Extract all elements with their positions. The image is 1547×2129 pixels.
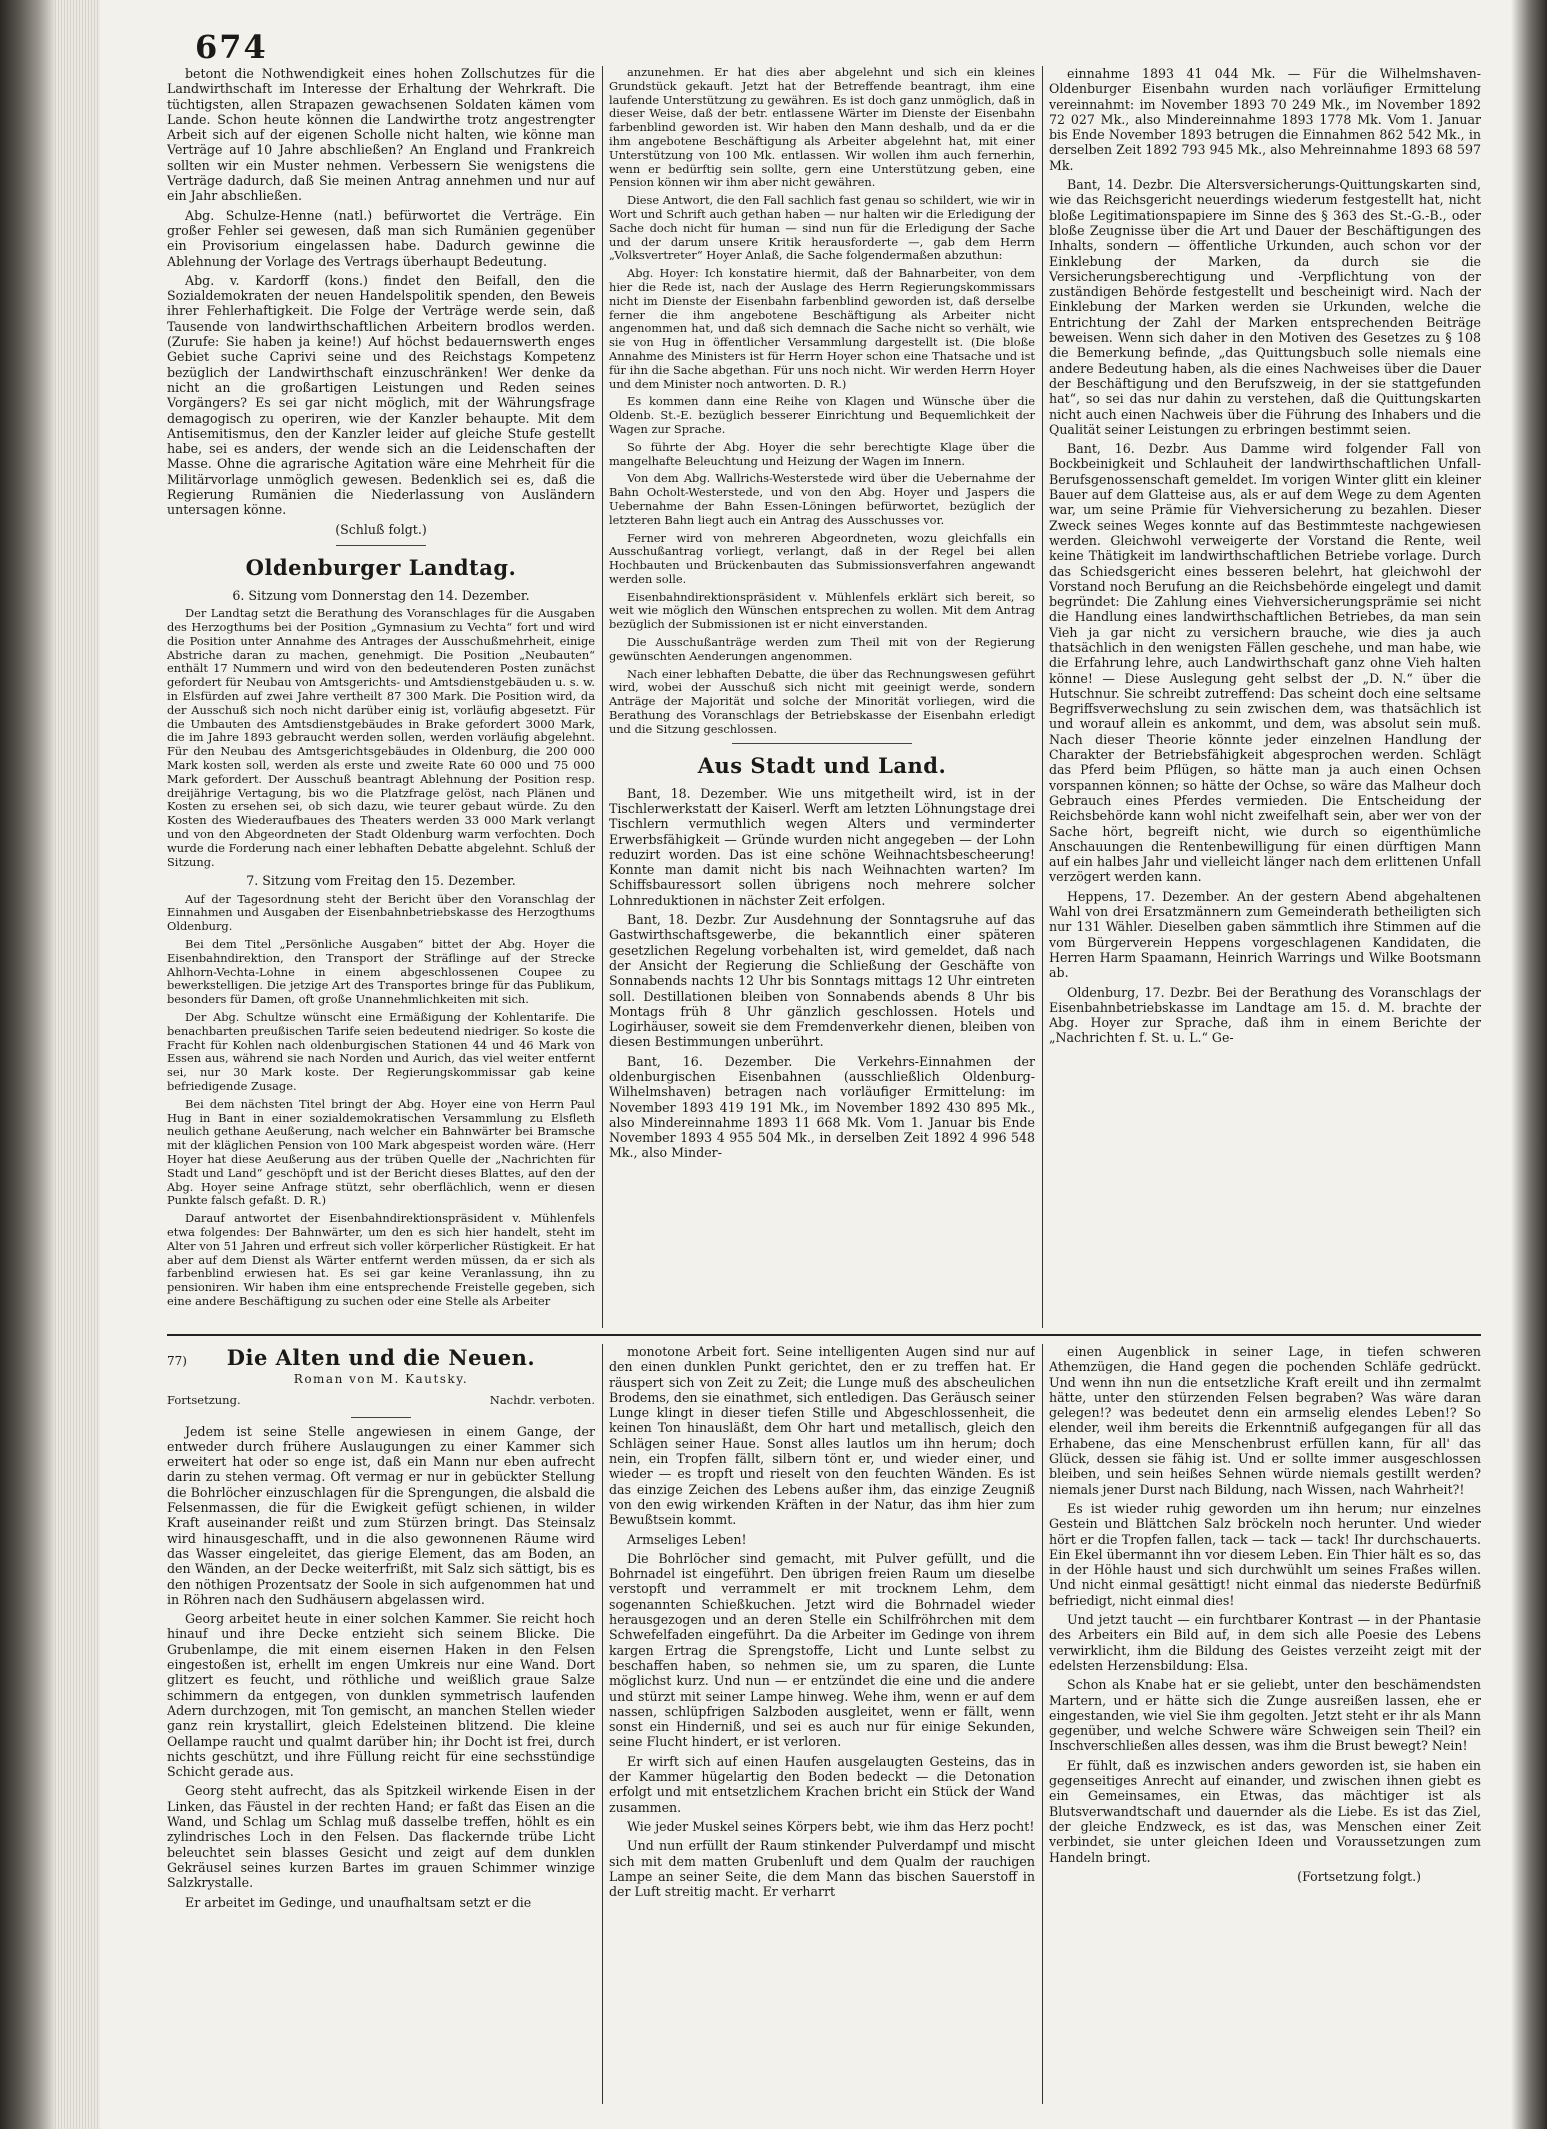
article-paragraph: Ferner wird von mehreren Abgeordneten, wozu gleichfalls ein Ausschußantrag vorliegt, verlangt, daß in der Regel bei allen Hochbauten und Brückenbauten das Submissionsverfahren angewandt werden solle. bbox=[609, 530, 1035, 586]
serial-number: 77) bbox=[167, 1354, 187, 1368]
novel-paragraph: Die Bohrlöcher sind gemacht, mit Pulver gefüllt, und die Bohrnadel ist eingeführt. Den übrigen freien Raum um dieselbe verstopft und verrammelt er mit trocknem Lehm, dem sogenannten Schießkuchen. Jetzt wird die Bohrnadel wieder herausgezogen und an deren Stelle ein Schilfröhrchen mit dem Schwefelfaden eingeführt. Da die Arbeiter im Gedinge von ihrem kargen Ertrag die Sprengstoffe, Licht und Lunte selbst zu beschaffen haben, so nehmen sie, um zu sparen, die Lunte möglichst kurz. Und nun — er entzündet die eine und die andere und stürzt mit seiner Lampe hinweg. Wehe ihm, wenn er auf dem nassen, schlüpfrigen Salzboden ausgleitet, wenn er fällt, wenn sonst ein Hinderniß, und sei es auch nur für einige Sekunden, seine Flucht hindert, er ist verloren. bbox=[609, 1550, 1035, 1750]
article-paragraph: Bant, 18. Dezember. Wie uns mitgetheilt wird, ist in der Tischlerwerkstatt der Kaiserl. Werft am letzten Löhnungstage drei Tischlern vermuthlich wegen Alters und verminderter Erwerbsfähigkeit — Gründe wurden nicht angegeben — der Lohn reduzirt worden. Das ist eine schöne Weihnachtsbescheerung! Konnte man damit nicht bis nach Weihnachten warten? Im Schiffsbauressort sollen übrigens noch mehrere solcher Lohnreduktionen in nächster Zeit erfolgen. bbox=[609, 785, 1035, 908]
column-rule bbox=[602, 1344, 603, 2104]
article-paragraph: Bei dem Titel „Persönliche Ausgaben“ bittet der Abg. Hoyer die Eisenbahndirektion, den Transport der Sträflinge auf der Strecke Ahlhorn-Vechta-Lohne in einem abgeschlossenen Coupee zu bewerkstelligen. Die jetzige Art des Transportes bringe für das Publikum, besonders für Damen, oft große Unannehmlichkeiten mit sich. bbox=[167, 937, 595, 1007]
novel-text-3 bbox=[1049, 1344, 1481, 1865]
article-paragraph: Bant, 14. Dezbr. Die Altersversicherungs-Quittungskarten sind, wie das Reichsgericht neuerdings wiederum festgestellt hat, nicht bloße Legitimationspapiere im Sinne des § 363 des St.-G.-B., oder bloße Zeugnisse über die Art und Dauer der Beschäftigungen des Inhalts, sondern — öffentliche Urkunden, auch schon vor der Einklebung der Marken, da durch sie die Versicherungsberechtigung und -Verpflichtung von der zuständigen Behörde festgestellt und bescheinigt wird. Nach der Einklebung der Marken werden sie Urkunden, welche die Entrichtung der Zahl der Marken entsprechenden Beiträge beweisen. Wenn sich daher in den Motiven des Gesetzes zu § 108 die Bemerkung befinde, „das Quittungsbuch solle niemals eine andere Bedeutung haben, als die eines Nachweises über die Dauer der Beschäftigung und den Berufszweig, in der sie stattgefunden hat“, so sei das nur dahin zu verstehen, daß die Quittungskarten nicht auch einen Nachweis über die Führung des Inhabers und die Qualität seiner Leistungen zu erbringen bestimmt seien. bbox=[1049, 177, 1481, 437]
article-paragraph: Oldenburg, 17. Dezbr. Bei der Berathung des Voranschlags der Eisenbahnbetriebskasse im Landtage am 15. d. M. brachte der Abg. Hoyer zur Sprache, daß ihm in einem Berichte der „Nachrichten f. St. u. L.“ Ge- bbox=[1049, 984, 1481, 1046]
novel-paragraph: Er fühlt, daß es inzwischen anders geworden ist, sie haben ein gegenseitiges Anrecht auf einander, und zwischen ihnen giebt es ein Gemeinsames, ein Etwas, das mächtiger ist als Blutsverwandtschaft und dauernder als die Liebe. Es ist das Ziel, der gleiche Endzweck, es ist das, was Menschen einer Zeit verbindet, sie unter gleichen Ideen und Voraussetzungen zum Handeln bringt. bbox=[1049, 1757, 1481, 1865]
novel-paragraph: Und nun erfüllt der Raum stinkender Pulverdampf und mischt sich mit dem matten Grubenluft und dem Qualm der rauchigen Lampe an seiner Seite, die dem Mann das bischen Sauerstoff in der Luft streitig macht. Er verharrt bbox=[609, 1838, 1035, 1900]
bottom-column-2 bbox=[609, 1344, 1035, 2104]
article-paragraph: Bei dem nächsten Titel bringt der Abg. Hoyer eine von Herrn Paul Hug in Bant in einer sozialdemokratischen Versammlung zu Elsfleth neulich gethane Aeußerung, nach welcher ein Bahnwärter bei Bramsche mit der kläglichen Pension von 100 Mark abgespeist worden wäre. (Herr Hoyer hat diese Aeußerung aus der trüben Quelle der „Nachrichten für Stadt und Land“ geschöpft und ist der Bericht dieses Blattes, auf den der Abg. Hoyer seine Anfrage stützt, sehr oberflächlich, wenn er diesen Punkte falsch gefaßt. D. R.) bbox=[167, 1096, 595, 1208]
column-rule bbox=[1042, 66, 1043, 1328]
article-paragraph: Bant, 18. Dezbr. Zur Ausdehnung der Sonntagsruhe auf das Gastwirthschaftsgewerbe, die bekanntlich einer späteren gesetzlichen Regelung vorbehalten ist, wird gemeldet, daß nach der Ansicht der Regierung die Schließung der Geschäfte von Sonnabends nachts 12 Uhr bis Sonntags mittags 12 Uhr eintreten soll. Destillationen bleiben von Sonnabends abends 8 Uhr bis Montags früh 8 Uhr gänzlich geschlossen. Hotels und Logirhäuser, soweit sie dem Fremdenverkehr dienen, bleiben von diesen Bestimmungen unberührt. bbox=[609, 912, 1035, 1050]
continuation-label: Fortsetzung. bbox=[167, 1393, 241, 1408]
novel-text-1 bbox=[167, 1424, 595, 1910]
novel-paragraph: Jedem ist seine Stelle angewiesen in einem Gange, der entweder durch frühere Auslaugungen zu einer Kammer sich erweitert hat oder so enge ist, daß ein Mann nur eben aufrecht darin zu stehen vermag. Oft vermag er nur in gebückter Stellung die Bohrlöcher einzuschlagen für die Sprengungen, die alsbald die Felsenmassen, die für die Ewigkeit gefügt schienen, in wilder Kraft auseinander reißt und zum Stürzen bringt. Das Steinsalz wird hinausgeschafft, und in die also gewonnenen Räume wird das Wasser eingeleitet, das gierige Element, das am Boden, an den Wänden, an der Decke weiterfrißt, mit Salz sich sättigt, bis es den nöthigen Prozentsatz der Soole in sich aufgenommen hat und in Röhren nach den Sudhäusern abgelassen wird. bbox=[167, 1423, 595, 1607]
novel-text-2 bbox=[609, 1344, 1035, 1899]
article-paragraph: Auf der Tagesordnung steht der Bericht über den Voranschlag der Einnahmen und Ausgaben der Eisenbahnbetriebskasse des Herzogthums Oldenburg. bbox=[167, 891, 595, 934]
book-binding-edge bbox=[0, 0, 55, 2129]
article-paragraph: anzunehmen. Er hat dies aber abgelehnt und sich ein kleines Grundstück gekauft. Jetzt hat der Betreffende beantragt, ihm eine laufende Unterstützung zu gewähren. Es ist doch ganz unmöglich, daß in dieser Weise, daß der betr. entlassene Wärter im Dienste der Eisenbahn farbenblind geworden ist. Wir haben den Mann deshalb, und da er die ihm angebotene Beschäftigung als Arbeiter abgelehnt hat, mit einer Unterstützung von 100 Mk. entlassen. Wir wollen ihm auch fernerhin, wenn er bedürftig sein sollte, gern eine Unterstützung geben, eine Pension können wir ihm aber nicht gewähren. bbox=[609, 66, 1035, 190]
closing-note: (Schluß folgt.) bbox=[335, 521, 427, 537]
novel-paragraph: Georg steht aufrecht, das als Spitzkeil wirkende Eisen in der Linken, das Fäustel in der rechten Hand; er faßt das Eisen an die Wand, und Schlag um Schlag muß dasselbe treffen, höhlt es ein zylindrisches Loch in den Felsen. Das flackernde trübe Licht beleuchtet sein blasses Gesicht und zeigt auf dem dunklen Gekräusel seines kurzen Bartes im grauen Schimmer winzige Salzkrystalle. bbox=[167, 1783, 595, 1891]
page-stack-lines bbox=[55, 0, 100, 2129]
section-heading: Aus Stadt und Land. bbox=[697, 752, 947, 778]
landtag-report bbox=[167, 607, 595, 869]
novel-author: Roman von M. Kautsky. bbox=[293, 1372, 469, 1386]
novel-paragraph: Es ist wieder ruhig geworden um ihn herum; nur einzelnes Gestein und Blättchen Salz bröckeln noch herunter. Und wieder hört er die Tropfen fallen, tack — tack — tack! Ihr durchschauerts. Ein Ekel übermannt ihn vor diesem Leben. Ein Thier hält es so, das in der Höhle haust und sich durchwühlt um seines Fraßes willen. Und nicht einmal gesättigt! nicht einmal das niederste Bedürfniß befriedigt, nicht einmal dies! bbox=[1049, 1500, 1481, 1608]
novel-paragraph: Schon als Knabe hat er sie geliebt, unter den beschämendsten Martern, und er hätte sich die Zunge ausreißen lassen, ehe er eingestanden, wie viel Sie ihm gegolten. Jetzt steht er ihr als Mann gegenüber, und welche Schwere wäre Schweigen sein Theil? ein Inschverschließen alles dessen, was ihm die Brust bewegt? Nein! bbox=[1049, 1677, 1481, 1754]
novel-paragraph: Georg arbeitet heute in einer solchen Kammer. Sie reicht hoch hinauf und ihre Decke entzieht sich seinem Blicke. Die Grubenlampe, die mit einem eisernen Haken in den Felsen eingestoßen ist, erhellt im engen Umkreis nur eine Wand. Dort glitzert es feucht, und röthliche und weißlich graue Salze schimmern da entgegen, von dunklen symmetrisch laufenden Adern durchzogen, mit Ton gemischt, an manchen Stellen wieder ganz rein krystallirt, gleich Edelsteinen blitzend. Die kleine Oellampe raucht und qualmt darüber hin; ihr Docht ist frei, durch nichts geschützt, und ihre Füllung reicht für eine sechsstündige Schicht gerade aus. bbox=[167, 1611, 595, 1780]
landtag-report-2 bbox=[167, 893, 595, 1309]
article-paragraph: Abg. v. Kardorff (kons.) findet den Beifall, den die Sozialdemokraten der neuen Handelspolitik spenden, den Beweis ihrer Fehlerhaftigkeit. Die Folge der Verträge werde sein, daß Tausende von landwirthschaftlichen Arbeitern brodlos werden. (Zurufe: Sie haben ja keine!) Auf höchst bedauernswerth enges Gebiet suche Caprivi seine und des Reichstags Kompetenz bezüglich der Landwirthschaft einzuschränken! Wer denke da nicht an die großartigen Leistungen und Reden seines Vorgängers? Es sei gar nicht möglich, mit der Währungsfrage demagogisch zu operiren, wie der Kanzler behaupte. Mit dem Antisemitismus, den der Kanzler leider auf gleiche Stufe gestellt habe, sei es anders, der wende sich an die Leidenschaften der Masse. Ohne die agrarische Agitation wäre eine Mehrheit für die Militärvorlage unmöglich gewesen. Bedenklich sei es, daß die Regierung Rumänien die Niederlassung von Ausländern untersagen könne. bbox=[167, 272, 595, 518]
article-paragraph: Eisenbahndirektionspräsident v. Mühlenfels erklärt sich bereit, so weit wie möglich den Wünschen entsprechen zu wollen. Mit dem Antrag bezüglich der Submissionen ist er nicht einverstanden. bbox=[609, 589, 1035, 632]
column-rule bbox=[602, 66, 603, 1328]
sitting-6-heading: 6. Sitzung vom Donnerstag den 14. Dezember. bbox=[232, 587, 530, 603]
novel-paragraph: einen Augenblick in seiner Lage, in tiefen schweren Athemzügen, die Hand gegen die pochenden Schläfe gedrückt. Und wenn ihn nun die entsetzliche Kraft ereilt und ihn zermalmt hätte, unter den stürzenden Felsen begraben? Was wäre daran gelegen!? was bedeutet denn ein armselig elendes Leben!? So elender, weil ihm bereits die Erkenntniß aufgegangen für all das Erhabene, das eine Menschenbrust erfüllen kann, für all' das Glück, dessen sie fähig ist. Und er sollte immer ausgeschlossen bleiben, und sein heißes Sehnen würde niemals gestillt werden? niemals jener Durst nach Bildung, nach Wissen, nach Wahrheit?! bbox=[1049, 1344, 1481, 1497]
article-paragraph: einnahme 1893 41 044 Mk. — Für die Wilhelmshaven-Oldenburger Eisenbahn wurden nach vorläufiger Ermittelung vereinnahmt: im November 1893 70 249 Mk., im November 1892 72 027 Mk., also Mindereinnahme 1893 1778 Mk. Vom 1. Januar bis Ende November 1893 betrugen die Einnahmen 862 542 Mk., in derselben Zeit 1892 793 945 Mk., also Mehreinnahme 1893 68 597 Mk. bbox=[1049, 66, 1481, 173]
divider bbox=[351, 1417, 411, 1418]
top-column-2 bbox=[609, 66, 1035, 1328]
feuilleton-divider bbox=[167, 1334, 1481, 1336]
article-paragraph: Diese Antwort, die den Fall sachlich fast genau so schildert, wie wir in Wort und Schrift auch gethan haben — nur halten wir die Erledigung der Sache doch nicht für human — sind nun für die Erledigung der Sache und der darum unsere Kritik herausforderte —, gab dem Herrn „Volksvertreter“ Hoyer Anlaß, die Sache folgendermaßen abzuthun: bbox=[609, 193, 1035, 263]
article-paragraph: Bant, 16. Dezember. Die Verkehrs-Einnahmen der oldenburgischen Eisenbahnen (ausschließlich Oldenburg-Wilhelmshaven) betragen nach vorläufiger Ermittelung: im November 1893 419 191 Mk., im November 1892 430 895 Mk., also Mindereinnahme 1893 11 668 Mk. Vom 1. Januar bis Ende November 1893 4 955 504 Mk., in derselben Zeit 1892 4 996 548 Mk., also Minder- bbox=[609, 1053, 1035, 1161]
novel-paragraph: Er arbeitet im Gedinge, und unaufhaltsam setzt er die bbox=[185, 1894, 532, 1910]
column-rule bbox=[1042, 1344, 1043, 2104]
article-paragraph: Es kommen dann eine Reihe von Klagen und Wünsche über die Oldenb. St.-E. bezüglich besserer Einrichtung und Bequemlichkeit der Wagen zur Sprache. bbox=[609, 394, 1035, 436]
divider bbox=[336, 545, 426, 546]
novel-paragraph: Armseliges Leben! bbox=[627, 1531, 747, 1547]
top-col2-articles bbox=[609, 66, 1035, 737]
article-paragraph: betont die Nothwendigkeit eines hohen Zollschutzes für die Landwirthschaft im Interesse der Erhaltung der Wehrkraft. Die tüchtigsten, allen Strapazen gewachsenen Soldaten kämen vom Lande. Schon heute können die Landwirthe trotz angestrengter Arbeit sich auf der eigenen Scholle nicht halten, wie könne man Verträge auf 10 Jahre abschließen? An England und Frankreich sollten wir ein Muster nehmen. Verbessern Sie wenigstens die Verträge dadurch, daß Sie meinen Antrag annehmen und nur auf ein Jahr abschließen. bbox=[167, 66, 595, 204]
article-paragraph: Der Landtag setzt die Berathung des Voranschlages für die Ausgaben des Herzogthums bei der Position „Gymnasium zu Vechta“ fort und wird die Position unter Annahme des Antrages der Ausschußmehrheit, einige Abstriche daran zu machen, genehmigt. Die Position „Neubauten“ enthält 17 Nummern und wird von den bedeutenderen Posten zunächst gefordert für Neubau von Amtsgerichts- und Amtsdienstgebäuden u. s. w. in Elsfürden auf zwei Jahre vertheilt 87 300 Mark. Die Position wird, da der Ausschuß sich noch nicht darüber einig ist, vorläufig abgesetzt. Für die Umbauten des Amtsdienstgebäudes in Brake gefordert 3000 Mark, die im Jahre 1893 gebraucht werden sollen, werden vorläufig abgelehnt. Für den Neubau des Amtsgerichtsgebäudes in Oldenburg, die 200 000 Mark kosten soll, werden als erste und zweite Rate 60 000 und 75 000 Mark gefordert. Der Ausschuß beantragt Ablehnung der Position resp. dreijährige Vertagung, bis wo die Platzfrage gelöst, nach Plänen und Kosten zu ersehen sei, ob sich dazu, wie teurer gebaut würde. Zu den Kosten des Wiederaufbaues des Theaters werden 33 000 Mark verlangt und von den Abgeordneten der Stadt Oldenburg warm verfochten. Doch wurde die Forderung nach einer lebhaften Debatte abgelehnt. Schluß der Sitzung. bbox=[167, 606, 595, 869]
novel-paragraph: Wie jeder Muskel seines Körpers bebt, wie ihm das Herz pocht! bbox=[627, 1818, 1035, 1834]
page-right-edge bbox=[1511, 0, 1547, 2129]
article-paragraph: Nach einer lebhaften Debatte, die über das Rechnungswesen geführt wird, wobei der Ausschuß sich nicht mit geeinigt werde, sondern Anträge der Majorität und solche der Minorität vorliegen, wird die Berathung des Voranschlags der Betriebskasse der Eisenbahn erledigt und die Sitzung geschlossen. bbox=[609, 666, 1035, 736]
bottom-column-1 bbox=[167, 1344, 595, 2104]
top-col1-articles bbox=[167, 66, 595, 518]
article-paragraph: Die Ausschußanträge werden zum Theil mit von der Regierung gewünschten Aenderungen angenommen. bbox=[609, 635, 1035, 663]
novel-paragraph: Er wirft sich auf einen Haufen ausgelaugten Gesteins, das in der Kammer hügelartig den Boden bedeckt — die Detonation erfolgt und mit entsetzlichem Krachen bricht ein Stück der Wand zusammen. bbox=[609, 1753, 1035, 1815]
bottom-column-3 bbox=[1049, 1344, 1481, 2104]
sitting-7-heading: 7. Sitzung vom Freitag den 15. Dezember. bbox=[246, 873, 516, 889]
article-paragraph: Darauf antwortet der Eisenbahndirektionspräsident v. Mühlenfels etwa folgendes: Der Bahnwärter, um den es sich hier handelt, steht im Alter von 51 Jahren und erfreut sich voller körperlicher Rüstigkeit. Er hat aber auf dem Dienst als Wärter entfernt werden müssen, da er sich als farbenblind erwiesen hat. Es sei gar keine Veranlassung, ihn zu pensioniren. Wir haben ihm eine entsprechende Freistelle gegeben, sich eine andere Beschäftigung zu suchen oder eine Stelle als Arbeiter bbox=[167, 1211, 595, 1308]
novel-paragraph: monotone Arbeit fort. Seine intelligenten Augen sind nur auf den einen dunklen Punkt gerichtet, den er zu treffen hat. Er räuspert sich von Zeit zu Zeit; die Lunge muß des abscheulichen Brodems, den sie einathmet, sich entledigen. Das Geräusch seiner Lunge klingt in dieser tiefen Stille und Abgeschlossenheit, die keinen Ton hinausläßt, dem Ohr hart und metallisch, gleich den Schlägen seiner Haue. Sonst alles lautlos um ihn herum; doch nein, ein Tropfen fällt, silbern tönt er, und wieder einer, und wieder — es tropft und rieselt von den feuchten Wänden. Es ist das einzige Zeichen des Lebens außer ihm, das einzige Zeugniß von den ewig wirkenden Kräften in der Natur, das ihm hier zum Bewußtsein kommt. bbox=[609, 1344, 1035, 1528]
local-news bbox=[609, 786, 1035, 1161]
article-paragraph: Bant, 16. Dezbr. Aus Damme wird folgender Fall von Bockbeinigkeit und Schlauheit der landwirthschaftlichen Unfall-Berufsgenossenschaft gemeldet. Im vorigen Winter glitt ein kleiner Bauer auf dem Glatteise aus, als er auf dem Wege zu dem Agenten war, um seine Prämie für Viehversicherung zu bezahlen. Dieser Zweck seines Weges konnte auf das Bestimmteste nachgewiesen werden. Gleichwohl verweigerte der Vorstand die Rente, weil keine Thätigkeit im landwirthschaftlichen Betriebe vorlage. Durch das Schiedsgericht eines besseren belehrt, hat gleichwohl der Vorstand noch Berufung an die Reichsbehörde eingelegt und damit begründet: Die Zahlung eines Viehversicherungsprämie sei nicht die Handlung eines landwirthschaftlichen Betriebes, da man sein Vieh ja gar nicht zu versichern brauche, wie dies ja auch thatsächlich in den wenigsten Fällen geschehe, und man habe, wie die Erfahrung lehre, auch Landwirthschaft ganz ohne Vieh halten könne! — Diese Auslegung geht selbst der „D. N.“ über die Hutschnur. Sie schreibt zutreffend: Das scheint doch eine seltsame Begriffsverwechslung zu sein zwischen dem, was thatsächlich ist und worauf allein es ankommt, und dem, was absolut sein muß. Nach dieser Theorie könnte jeder einzelnen Handlung der Charakter der Betriebsfähigkeit abgesprochen werden. Schlägt das Pferd beim Pflügen, so hätte man ja auch einen Ochsen vorspannen können; so hätte der Ochse, so wäre das Malheur doch Gebrauch eines Pferdes vermieden. Die Entscheidung der Reichsbehörde kann wohl nicht zweifelhaft sein, aber wer von der Sache hört, begreift nicht, wie durch so eigenthümliche Anschauungen die Rentenbewilligung für einen dürftigen Mann auf ein halbes Jahr und vielleicht länger nach dem erlittenen Unfall verzögert werden kann. bbox=[1049, 441, 1481, 885]
article-paragraph: Von dem Abg. Wallrichs-Westerstede wird über die Uebernahme der Bahn Ocholt-Westerstede, und von den Abg. Hoyer und Jaspers die Uebernahme der Bahn Essen-Löningen befürwortet, bezüglich der letzteren Bahn liegt auch ein Antrag des Ausschusses vor. bbox=[609, 471, 1035, 527]
landtag-heading: Oldenburger Landtag. bbox=[245, 554, 517, 580]
divider bbox=[732, 743, 912, 744]
article-paragraph: Abg. Hoyer: Ich konstatire hiermit, daß der Bahnarbeiter, von dem hier die Rede ist, nach der Auslage des Herrn Regierungskommissars nicht im Dienste der Eisenbahn farbenblind geworden ist, daß derselbe ferner die ihm angebotene Beschäftigung als Arbeiter nicht angenommen hat, und daß sich demnach die Sache nicht so verhält, wie sie von Hug in öffentlicher Versammlung dargestellt ist. (Die bloße Annahme des Ministers ist für Herrn Hoyer schon eine Thatsache und ist für ihn die Sache abgethan. Für uns noch nicht. Wir werden Herrn Hoyer und dem Minister noch antworten. D. R.) bbox=[609, 266, 1035, 391]
article-paragraph: Abg. Schulze-Henne (natl.) befürwortet die Verträge. Ein großer Fehler sei gewesen, daß man sich Rumänien gegenüber ein Provisorium eingelassen habe. Dadurch gewinne die Ablehnung der Vorlage des Vertrags überhaupt Bedeutung. bbox=[167, 207, 595, 269]
novel-title: Die Alten und die Neuen. bbox=[226, 1345, 536, 1370]
article-paragraph: Heppens, 17. Dezember. An der gestern Abend abgehaltenen Wahl von drei Ersatzmännern zum Gemeinderath betheiligten sich nur 131 Wähler. Dieselben gaben sämmtlich ihre Stimmen auf die vom Bürgerverein Heppens vorgeschlagenen Kandidaten, die Herren Harm Spaamann, Heinrich Warrings und Wilke Bootsmann ab. bbox=[1049, 888, 1481, 981]
page-number: 674 bbox=[195, 28, 268, 66]
article-paragraph: Der Abg. Schultze wünscht eine Ermäßigung der Kohlentarife. Die benachbarten preußischen Tarife seien bedeutend niedriger. So koste die Fracht für Kohlen nach oldenburgischen Stationen 44 und 46 Mark von Essen aus, während sie nach Norden und Aurich, das viel weiter entfernt sei, nur 30 Mark koste. Der Regierungskommissar gab keine befriedigende Zusage. bbox=[167, 1010, 595, 1093]
newspaper-page bbox=[105, 18, 1500, 2113]
closing-note: (Fortsetzung folgt.) bbox=[1297, 1868, 1421, 1884]
top-col3-articles bbox=[1049, 66, 1481, 1046]
novel-paragraph: Und jetzt taucht — ein furchtbarer Kontrast — in der Phantasie des Arbeiters ein Bild auf, in dem sich alle Poesie des Lebens verwirklicht, ihm die Bildung des Geistes verzeiht zeigt mit der edelsten Herzensbildung: Elsa. bbox=[1049, 1612, 1481, 1673]
article-paragraph: So führte der Abg. Hoyer die sehr berechtigte Klage über die mangelhafte Beleuchtung und Heizung der Wagen im Innern. bbox=[609, 439, 1035, 468]
top-column-1 bbox=[167, 66, 595, 1328]
top-column-3 bbox=[1049, 66, 1481, 1328]
copyright-note: Nachdr. verboten. bbox=[489, 1393, 595, 1408]
